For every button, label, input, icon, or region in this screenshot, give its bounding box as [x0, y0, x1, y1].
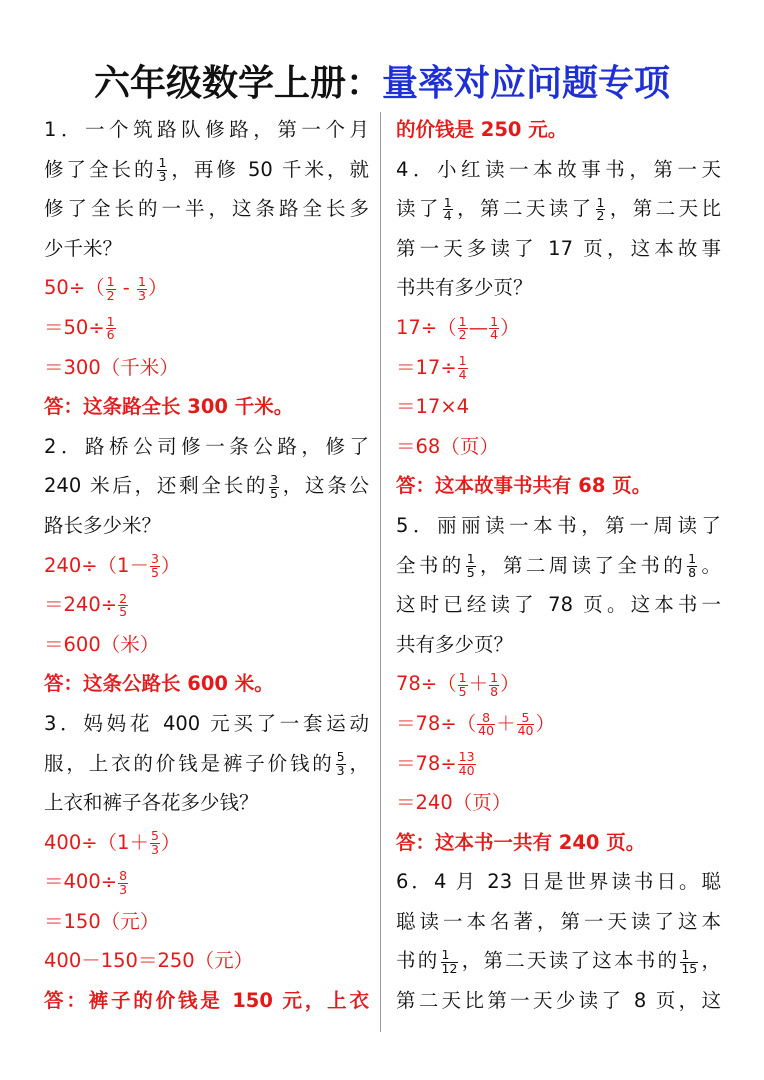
text-line — [396, 664, 721, 704]
text-run: ＝240÷ — [44, 593, 118, 617]
text-line — [396, 348, 721, 388]
fraction-numerator: 1 — [443, 194, 452, 210]
text-line — [396, 466, 721, 506]
fraction — [680, 949, 698, 975]
text-run: 答：这本书一共有 240 页。 — [396, 830, 646, 854]
fraction-denominator: 40 — [478, 723, 495, 739]
text-run: 5．丽丽读一本书，第一周读了 — [396, 513, 721, 537]
fraction-numerator: 5 — [150, 828, 159, 844]
fraction — [687, 553, 697, 579]
fraction — [118, 590, 128, 620]
fraction-denominator: 3 — [158, 168, 167, 184]
fraction-numerator: 1 — [106, 274, 115, 290]
text-run: 第二天比第一天少读了 8 页，这 — [396, 989, 721, 1013]
text-line — [44, 308, 369, 348]
text-line — [44, 981, 369, 1021]
text-run: ＝150（元） — [44, 909, 160, 933]
text-line — [396, 546, 721, 586]
text-run: ， — [699, 949, 721, 973]
text-run: 答：这条路全长 300 千米。 — [44, 395, 294, 419]
text-line — [396, 902, 721, 942]
fraction-denominator: 8 — [688, 564, 697, 580]
text-run: 这时已经读了 78 页。这本书一 — [396, 593, 721, 617]
fraction-numerator: 8 — [119, 868, 128, 884]
fraction-denominator: 8 — [490, 683, 499, 699]
text-run: ） — [160, 830, 181, 854]
text-run: 书的 — [396, 949, 440, 973]
text-run: 少千米？ — [44, 236, 123, 260]
text-line — [44, 466, 369, 506]
text-run: 共有多少页？ — [396, 632, 514, 656]
text-run: ） — [148, 276, 168, 300]
title-main: 六年级数学上册： — [93, 62, 382, 104]
fraction — [458, 672, 468, 698]
text-run: 78÷（ — [396, 672, 457, 696]
fraction-denominator: 12 — [441, 960, 458, 976]
text-run: ） — [535, 711, 555, 735]
text-line — [44, 783, 369, 823]
fraction — [458, 355, 468, 381]
fraction-numerator: 1 — [680, 949, 698, 963]
fraction-numerator: 1 — [441, 949, 459, 963]
fraction-numerator: 1 — [596, 194, 605, 210]
fraction-denominator: 3 — [138, 287, 146, 303]
text-run: ， — [346, 751, 369, 775]
fraction-numerator: 1 — [458, 353, 467, 369]
left-column — [44, 110, 369, 1021]
text-line — [396, 625, 721, 665]
fraction-numerator: 2 — [119, 590, 128, 606]
text-line — [396, 150, 721, 190]
fraction — [157, 157, 167, 183]
text-run: 聪读一本名著，第一天读了这本 — [396, 909, 721, 933]
text-line — [44, 941, 369, 981]
text-run: 240÷（1－ — [44, 553, 149, 577]
fraction — [489, 313, 499, 343]
text-line — [396, 981, 721, 1021]
text-run: 1．一个筑路队修路，第一个月 — [44, 118, 369, 141]
text-line — [44, 506, 369, 546]
text-run: ＝78÷（ — [396, 711, 477, 735]
text-line — [396, 506, 721, 546]
text-run: 的价钱是 250 元。 — [396, 118, 568, 141]
fraction — [517, 709, 535, 739]
text-line — [44, 268, 369, 308]
text-line — [44, 664, 369, 704]
text-run: - — [116, 276, 137, 300]
text-run: ＝17÷ — [396, 355, 457, 379]
text-line — [44, 150, 369, 190]
fraction — [336, 751, 346, 777]
fraction-numerator: 1 — [106, 313, 115, 329]
text-run: 240 米后，还剩全长的 — [44, 474, 269, 498]
fraction-denominator: 5 — [150, 564, 159, 580]
fraction — [458, 313, 468, 343]
fraction — [489, 672, 499, 698]
fraction — [443, 194, 453, 224]
text-line — [396, 783, 721, 823]
fraction-denominator: 4 — [443, 208, 452, 224]
text-run: ＋ — [468, 672, 489, 696]
fraction-numerator: 1 — [490, 670, 499, 686]
column-divider — [380, 112, 381, 1032]
text-run: ＝300（千米） — [44, 355, 179, 379]
text-run: ＝50÷ — [44, 315, 105, 339]
text-line — [44, 625, 369, 665]
fraction-numerator: 3 — [270, 472, 279, 488]
text-run: 服，上衣的价钱是裤子价钱的 — [44, 751, 335, 775]
text-run: ＝17×4 — [396, 395, 470, 419]
fraction-denominator: 15 — [681, 960, 698, 976]
text-run: 读了 — [396, 197, 442, 221]
text-line — [396, 189, 721, 229]
fraction-denominator: 2 — [106, 287, 115, 303]
text-line — [44, 229, 369, 269]
text-run: ） — [500, 672, 520, 696]
text-run: ，第二天读了 — [453, 197, 595, 221]
fraction-denominator: 3 — [119, 881, 128, 897]
fraction-denominator: 5 — [270, 485, 279, 501]
text-run: ，第二天读了这本书的 — [459, 949, 680, 973]
fraction-denominator: 4 — [458, 366, 467, 382]
fraction-numerator: 13 — [458, 749, 475, 765]
text-run: ＝68（页） — [396, 434, 499, 458]
text-line — [44, 902, 369, 942]
text-run: ＝400÷ — [44, 870, 118, 894]
text-run: 4．小红读一本故事书，第一天 — [396, 157, 721, 181]
text-run: 修了全长的 — [44, 157, 157, 181]
text-line — [44, 744, 369, 784]
fraction-numerator: 1 — [490, 313, 499, 329]
text-run: 答：裤子的价钱是 150 元，上衣 — [44, 989, 369, 1013]
fraction-numerator: 8 — [477, 712, 495, 726]
fraction — [106, 313, 116, 343]
text-line — [396, 387, 721, 427]
fraction — [150, 830, 160, 856]
text-run: 第一天多读了 17 页，这本故事 — [396, 236, 721, 260]
text-line — [396, 268, 721, 308]
text-run: 50÷（ — [44, 276, 105, 300]
text-run: 路长多少米？ — [44, 513, 162, 537]
text-run: ，再修 50 千米，就 — [168, 157, 369, 181]
text-line — [44, 546, 369, 586]
text-run: 。 — [698, 553, 721, 577]
text-line — [396, 744, 721, 784]
fraction — [466, 553, 476, 579]
fraction-denominator: 6 — [106, 327, 115, 343]
fraction — [477, 709, 495, 739]
fraction-denominator: 2 — [596, 208, 605, 224]
text-run: ＝78÷ — [396, 751, 457, 775]
fraction — [106, 276, 116, 302]
fraction-denominator: 5 — [466, 564, 475, 580]
fraction-numerator: 3 — [150, 551, 159, 567]
text-run: ，这条公 — [280, 474, 369, 498]
fraction — [137, 276, 147, 302]
fraction-denominator: 40 — [458, 762, 475, 778]
text-run: 书共有多少页？ — [396, 276, 533, 300]
text-line — [396, 704, 721, 744]
text-line — [396, 585, 721, 625]
text-line — [44, 110, 369, 150]
fraction — [458, 751, 476, 777]
text-run: 3．妈妈花 400 元买了一套运动 — [44, 711, 369, 735]
text-run: ） — [500, 315, 520, 339]
text-line — [44, 387, 369, 427]
text-line — [396, 110, 721, 150]
text-line — [44, 427, 369, 467]
text-run: 答：这条公路长 600 米。 — [44, 672, 274, 696]
text-line — [396, 427, 721, 467]
text-run: 上衣和裤子各花多少钱？ — [44, 791, 259, 815]
fraction-numerator: 1 — [466, 551, 475, 567]
fraction-denominator: 3 — [150, 841, 159, 857]
text-line — [44, 862, 369, 902]
fraction-denominator: 5 — [119, 604, 128, 620]
text-line — [396, 862, 721, 902]
fraction-denominator: 40 — [517, 723, 534, 739]
text-line — [44, 348, 369, 388]
fraction — [596, 194, 606, 224]
text-run: ＝600（米） — [44, 632, 160, 656]
fraction — [269, 474, 279, 500]
text-run: ＋ — [496, 711, 516, 735]
text-line — [44, 585, 369, 625]
fraction-denominator: 3 — [336, 762, 345, 778]
text-line — [44, 189, 369, 229]
fraction-denominator: 4 — [490, 327, 499, 343]
fraction — [441, 949, 459, 975]
text-run: 400－150＝250（元） — [44, 949, 254, 973]
page-title — [0, 58, 764, 108]
text-line — [44, 704, 369, 744]
fraction-numerator: 1 — [688, 551, 697, 567]
fraction-numerator: 1 — [458, 313, 467, 329]
fraction-numerator: 1 — [458, 670, 467, 686]
text-run: ，第二天比 — [606, 197, 721, 221]
fraction — [118, 870, 128, 896]
text-run: 2．路桥公司修一条公路，修了 — [44, 434, 369, 458]
fraction-denominator: 5 — [458, 683, 467, 699]
text-line — [396, 823, 721, 863]
fraction-numerator: 1 — [138, 274, 146, 290]
text-line — [44, 823, 369, 863]
text-run: ，第二周读了全书的 — [476, 553, 687, 577]
text-run: ＝240（页） — [396, 791, 512, 815]
text-line — [396, 229, 721, 269]
text-run: 400÷（1＋ — [44, 830, 149, 854]
text-run: ） — [160, 553, 181, 577]
right-column — [396, 110, 721, 1021]
text-run: 6．4 月 23 日是世界读书日。聪 — [396, 870, 721, 894]
fraction-numerator: 1 — [158, 155, 167, 171]
fraction-numerator: 5 — [517, 712, 535, 726]
text-run: 17÷（ — [396, 315, 457, 339]
text-run: — — [468, 315, 489, 339]
fraction-numerator: 5 — [336, 749, 345, 765]
text-line — [396, 941, 721, 981]
text-line — [396, 308, 721, 348]
fraction-denominator: 2 — [458, 327, 467, 343]
text-run: 修了全长的一半，这条路全长多 — [44, 197, 369, 221]
title-topic: 量率对应问题专项 — [382, 62, 671, 104]
fraction — [150, 553, 160, 579]
text-run: 答：这本故事书共有 68 页。 — [396, 474, 652, 498]
text-run: 全书的 — [396, 553, 465, 577]
